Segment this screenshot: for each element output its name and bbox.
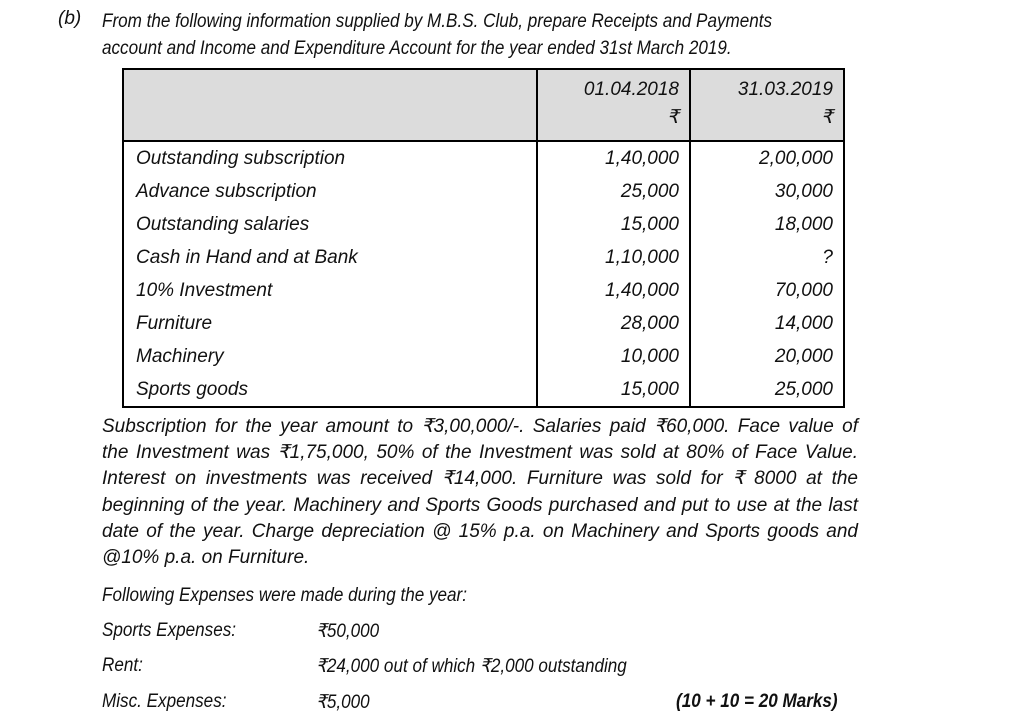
expense-value: ₹50,000 [316,621,380,642]
row-closing: 70,000 [690,274,844,307]
row-opening: 1,10,000 [537,241,690,274]
table-row [123,340,844,373]
intro-line-1: From the following information supplied by M.B.S. Club, prepare Receipts and Payments [102,11,773,32]
table-row [123,307,844,340]
header-opening [537,69,690,141]
row-opening: 10,000 [537,340,690,373]
row-opening: 1,40,000 [537,274,690,307]
expense-label: Misc. Expenses: [102,691,227,712]
row-opening: 15,000 [537,373,690,407]
expense-label: Sports Expenses: [102,620,237,641]
row-opening: 1,40,000 [537,141,690,175]
row-opening: 28,000 [537,307,690,340]
expenses-heading [102,585,508,607]
row-item: 10% Investment [136,280,273,301]
header-opening-date: 01.04.2018 [583,79,679,100]
paragraph-line: Subscription for the year amount to ₹3,00,000/-. Salaries paid ₹60,000. Face value of [102,416,858,437]
expenses-heading-text: Following Expenses were made during the year: [102,585,468,606]
row-closing: 30,000 [690,175,844,208]
table-row [123,141,844,175]
row-item: Furniture [136,313,213,334]
row-closing: 14,000 [690,307,844,340]
row-item: Outstanding salaries [136,214,310,235]
rupee-icon: ₹ [666,107,679,128]
table-header-row [123,69,844,141]
table-row [123,175,844,208]
balances-table [122,68,845,408]
row-item: Machinery [136,346,224,367]
expense-label: Rent: [102,655,143,676]
table-row [123,274,844,307]
table-row [123,208,844,241]
expense-value: ₹24,000 out of which ₹2,000 outstanding [316,656,627,677]
table-row [123,241,844,274]
row-closing: 2,00,000 [690,141,844,175]
intro-line-2: account and Income and Expenditure Account for the year ended 31st March 2019. [102,38,732,59]
marks-text: (10 + 10 = 20 Marks) [676,691,838,712]
header-closing-date: 31.03.2019 [737,79,833,100]
details-paragraph [102,414,858,571]
marks-allocation [676,691,856,713]
row-item: Cash in Hand and at Bank [136,247,358,268]
row-closing: ? [690,241,844,274]
question-intro [102,8,902,62]
paragraph-line: Interest on investments was received ₹14,000. Furniture was sold for ₹ 8000 at the [102,468,858,490]
row-item: Outstanding subscription [136,148,346,169]
paragraph-line: the Investment was ₹1,75,000, 50% of the Investment was sold at 80% of Face Value. [102,442,858,464]
question-label: (b) [58,8,82,29]
row-item: Advance subscription [136,181,317,202]
table-row [123,373,844,407]
row-closing: 20,000 [690,340,844,373]
row-opening: 25,000 [537,175,690,208]
row-closing: 25,000 [690,373,844,407]
paragraph-line: beginning of the year. Machinery and Sports Goods purchased and put to use at the last [102,494,858,516]
row-item: Sports goods [136,379,248,400]
row-closing: 18,000 [690,208,844,241]
header-closing [690,69,844,141]
expense-value: ₹5,000 [316,692,370,713]
rupee-icon: ₹ [820,107,833,128]
header-item [123,69,537,141]
row-opening: 15,000 [537,208,690,241]
paragraph-line: @10% p.a. on Furniture. [102,547,310,569]
paragraph-line: date of the year. Charge depreciation @ 15% p.a. on Machinery and Sports goods and [102,520,858,542]
